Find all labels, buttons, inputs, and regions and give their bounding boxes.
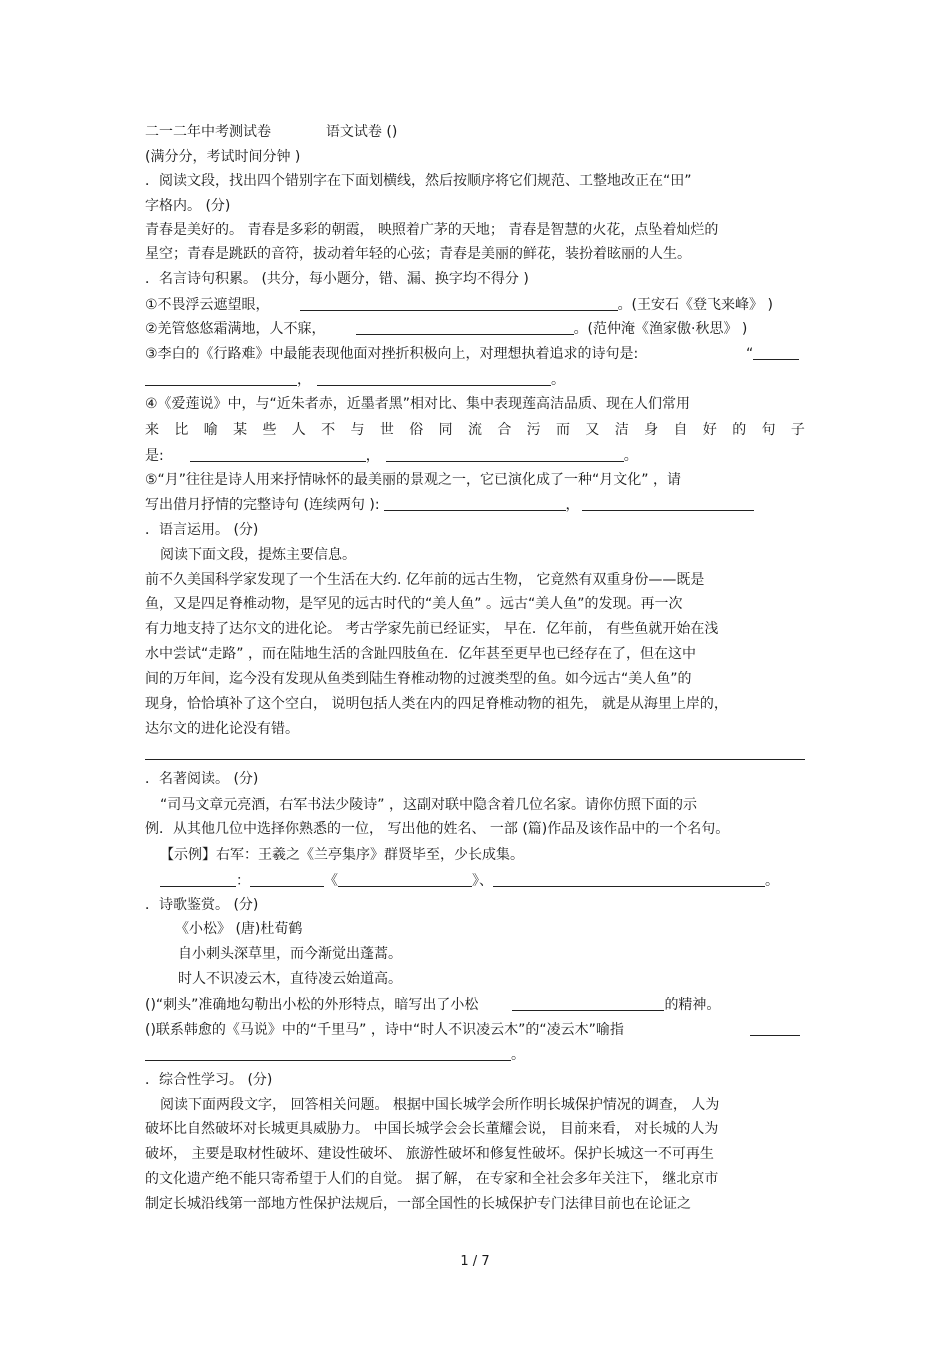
poem-line-1: 自小刺头深草里，而今渐觉出蓬蒿。	[178, 946, 402, 962]
spread-char: 喻	[203, 422, 218, 438]
q2-instruction: ．名言诗句积累。 (共分，每小题分，错、漏、换字均不得分 )	[145, 271, 529, 287]
spread-char: 好	[702, 422, 717, 438]
q2-item-1: ①不畏浮云遮望眼， 。(王安石《登飞来峰》 )	[145, 297, 773, 313]
spread-char: 污	[526, 422, 541, 438]
answer-blank[interactable]	[190, 447, 366, 462]
q3-answer-line[interactable]	[145, 759, 805, 760]
q1-instruction-1: ．阅读文段，找出四个错别字在下面划横线，然后按顺序将它们规范、工整地改正在“田”	[145, 173, 692, 189]
spread-char: 又	[585, 422, 600, 438]
spread-char: 不	[321, 422, 336, 438]
q6-passage-2: 破坏比自然破坏对长城更具威胁力。 中国长城学会会长董耀会说， 目前来看， 对长城的人为	[145, 1121, 719, 1137]
q6-passage-4: 的文化遗产绝不能只寄希望于人们的自觉。 据了解， 在专家和全社会多年关注下， 继北京市	[145, 1171, 719, 1187]
q4-answer-line: ： 《 》、 。	[160, 872, 779, 890]
spread-char: 俗	[409, 422, 424, 438]
answer-blank[interactable]	[160, 872, 236, 887]
q2-item-4-spread-line	[145, 421, 805, 439]
q2-item-3-answer: ， 。	[145, 371, 565, 389]
answer-blank[interactable]	[145, 1046, 511, 1061]
spread-char: 些	[262, 422, 277, 438]
answer-blank[interactable]	[753, 345, 799, 360]
q3-passage-4: 水中尝试“走路” ，而在陆地生活的含趾四肢鱼在．亿年甚至更早也已经存在了，但在这中	[145, 646, 696, 662]
q6-passage-5: 制定长城沿线第一部地方性保护法规后，一部全国性的长城保护专门法律目前也在论证之	[145, 1196, 691, 1212]
q6-instruction: ．综合性学习。 (分)	[145, 1072, 273, 1088]
answer-blank[interactable]	[145, 371, 297, 386]
q2-item-3-tail: “	[746, 345, 799, 363]
answer-blank[interactable]	[250, 872, 324, 887]
spread-char: 流	[467, 422, 482, 438]
spread-char: 身	[644, 422, 659, 438]
answer-blank[interactable]	[384, 496, 566, 511]
q4-instruction: ．名著阅读。 (分)	[145, 771, 259, 787]
q3-passage-2: 鱼，又是四足脊椎动物，是罕见的远古时代的“美人鱼” 。远古“美人鱼”的发现。再一次	[145, 596, 683, 612]
q2-item-5: ⑤“月”往往是诗人用来抒情咏怀的最美丽的景观之一，它已演化成了一种“月文化” ，请	[145, 472, 682, 488]
poem-title: 《小松》 (唐)杜荀鹤	[175, 921, 303, 937]
q3-passage-3: 有力地支持了达尔文的进化论。 考古学家先前已经证实， 早在．亿年前， 有些鱼就开始在浅	[145, 621, 719, 637]
answer-blank[interactable]	[493, 872, 765, 887]
answer-blank[interactable]	[356, 320, 574, 335]
q5-sub-2: ()联系韩愈的《马说》中的“千里马” ，诗中“时人不识凌云木”的“凌云木”喻指	[145, 1022, 624, 1038]
spread-char: 比	[174, 422, 189, 438]
q4-example: 【示例】右军：王羲之《兰亭集序》群贤毕至，少长成集。	[160, 847, 524, 863]
q1-passage-2: 星空；青春是跳跃的音符，拔动着年轻的心弦；青春是美丽的鲜花，装扮着眩丽的人生。	[145, 246, 691, 262]
spread-char: 洁	[614, 422, 629, 438]
spread-char: 某	[233, 422, 248, 438]
page-number: 1 / 7	[460, 1254, 490, 1269]
q6-passage-3: 破坏， 主要是取材性破坏、建设性破坏、 旅游性破坏和修复性破坏。保护长城这一不可再生	[145, 1146, 714, 1162]
spread-char: 子	[790, 422, 805, 438]
spread-char: 自	[673, 422, 688, 438]
answer-blank[interactable]	[512, 996, 664, 1011]
answer-blank[interactable]	[338, 872, 472, 887]
q2-item-4-answer: 是: ， 。	[145, 448, 638, 464]
answer-blank[interactable]	[750, 1021, 800, 1036]
q6-passage-1: 阅读下面两段文字， 回答相关问题。 根据中国长城学会所作明长城保护情况的调查， 人为	[160, 1097, 720, 1113]
q3-passage-6: 现身，恰恰填补了这个空白， 说明包括人类在内的四足脊椎动物的祖先， 就是从海里上岸的，	[145, 696, 728, 712]
q1-passage-1: 青春是美好的。 青春是多彩的朝霞， 映照着广茅的天地； 青春是智慧的火花，点坠着灿烂的	[145, 222, 719, 238]
exam-title-line	[145, 123, 397, 141]
q5-sub-2-answer: 。	[145, 1046, 525, 1064]
q4-passage-1: “司马文章元亮酒，右军书法少陵诗” ，这副对联中隐含着几位名家。请你仿照下面的示	[160, 797, 697, 813]
q5-sub-1: ()“刺头”准确地勾勒出小松的外形特点，暗写出了小松 的精神。	[145, 997, 721, 1013]
q2-item-3: ③李白的《行路难》中最能表现他面对挫折积极向上，对理想执着追求的诗句是:	[145, 346, 639, 362]
q3-passage-1: 前不久美国科学家发现了一个生活在大约. 亿年前的远古生物， 它竟然有双重身份——既是	[145, 572, 705, 588]
spread-char: 合	[497, 422, 512, 438]
exam-note: (满分分，考试时间分钟 )	[145, 149, 301, 165]
spread-char: 同	[438, 422, 453, 438]
answer-blank[interactable]	[582, 496, 754, 511]
q3-passage-5: 间的万年间，迄今没有发现从鱼类到陆生脊椎动物的过渡类型的鱼。如今远古“美人鱼”的	[145, 671, 692, 687]
answer-blank[interactable]	[300, 296, 618, 311]
q3-subinstruction: 阅读下面文段，提炼主要信息。	[160, 547, 356, 563]
exam-title: 二一二年中考测试卷	[145, 124, 271, 140]
spread-char: 与	[350, 422, 365, 438]
q1-instruction-2: 字格内。 (分)	[145, 198, 231, 214]
answer-blank[interactable]	[386, 447, 624, 462]
q2-item-2: ②羌管悠悠霜满地，人不寐， 。(范仲淹《渔家傲·秋思》 )	[145, 321, 748, 337]
spread-char: 来	[145, 422, 159, 438]
q3-passage-7: 达尔文的进化论没有错。	[145, 721, 299, 737]
answer-blank[interactable]	[317, 371, 551, 386]
poem-line-2: 时人不识凌云木，直待凌云始道高。	[178, 971, 402, 987]
spread-char: 而	[556, 422, 571, 438]
spread-char: 世	[379, 422, 394, 438]
q5-instruction: ．诗歌鉴赏。 (分)	[145, 897, 259, 913]
q4-passage-2: 例．从其他几位中选择你熟悉的一位， 写出他的姓名、 一部 (篇)作品及该作品中的一个名句。	[145, 821, 730, 837]
spread-char: 句	[761, 422, 776, 438]
spread-char: 人	[291, 422, 306, 438]
exam-subject: 语文试卷 ()	[325, 124, 398, 140]
q5-sub-2-blank	[750, 1021, 800, 1039]
spread-char: 的	[732, 422, 747, 438]
q3-instruction: ．语言运用。 (分)	[145, 522, 259, 538]
q2-item-5-answer: 写出借月抒情的完整诗句 (连续两句 ): ，	[145, 496, 754, 514]
q2-item-4: ④《爱莲说》中，与“近朱者赤，近墨者黑”相对比、集中表现莲高洁品质、现在人们常用	[145, 396, 691, 412]
